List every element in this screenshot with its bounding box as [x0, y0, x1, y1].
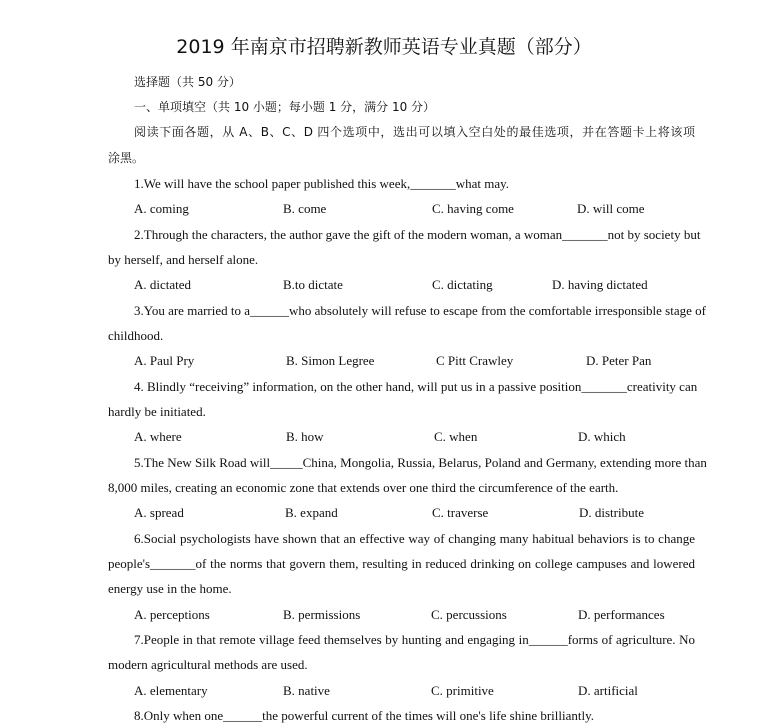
- question-7-option-a: A. elementary: [134, 683, 208, 698]
- question-7-option-d: D. artificial: [578, 683, 638, 698]
- question-7-line-1: 7.People in that remote village feed themselves by hunting and engaging in______forms of agriculture. No: [134, 632, 695, 647]
- question-4-option-c: C. when: [434, 429, 478, 444]
- question-2-option-b: B.to dictate: [283, 277, 343, 292]
- question-2-option-d: D. having dictated: [552, 277, 648, 292]
- question-7-option-b: B. native: [283, 683, 330, 698]
- question-2-option-c: C. dictating: [432, 277, 493, 292]
- question-6-line-1: 6.Social psychologists have shown that an effective way of changing many habitual behaviors is to change: [134, 531, 695, 546]
- question-3-option-a: A. Paul Pry: [134, 353, 195, 368]
- question-1-option-a: A. coming: [134, 201, 189, 216]
- question-3-option-b: B. Simon Legree: [286, 353, 375, 368]
- part-heading: 一、单项填空（共 10 小题；每小题 1 分，满分 10 分）: [134, 100, 436, 114]
- question-6-option-b: B. permissions: [283, 607, 361, 622]
- question-6-line-3: energy use in the home.: [108, 581, 232, 596]
- question-6-option-d: D. performances: [578, 607, 665, 622]
- question-5-option-b: B. expand: [285, 505, 338, 520]
- question-5-line-2: 8,000 miles, creating an economic zone that extends over one third the circumference of the earth.: [108, 480, 619, 495]
- page-title: 2019 年南京市招聘新教师英语专业真题（部分）: [176, 36, 592, 58]
- question-6-option-c: C. percussions: [431, 607, 507, 622]
- instructions-line-1: 阅读下面各题，从 A、B、C、D 四个选项中，选出可以填入空白处的最佳选项，并在答题卡上将该项: [134, 125, 695, 139]
- question-7-option-c: C. primitive: [431, 683, 494, 698]
- question-4-option-a: A. where: [134, 429, 182, 444]
- question-4-line-1: 4. Blindly “receiving” information, on the other hand, will put us in a passive position_______creativity can: [134, 379, 698, 394]
- question-1-option-b: B. come: [283, 201, 327, 216]
- question-6-option-a: A. perceptions: [134, 607, 210, 622]
- question-1-line-1: 1.We will have the school paper published this week,_______what may.: [134, 176, 510, 191]
- question-4-line-2: hardly be initiated.: [108, 404, 206, 419]
- question-2-line-1: 2.Through the characters, the author gave the gift of the modern woman, a woman_______not by society but: [134, 227, 701, 242]
- question-2-option-a: A. dictated: [134, 277, 192, 292]
- question-5-option-a: A. spread: [134, 505, 184, 520]
- question-5-option-c: C. traverse: [432, 505, 489, 520]
- question-3-option-c: C Pitt Crawley: [436, 353, 514, 368]
- question-3-option-d: D. Peter Pan: [586, 353, 652, 368]
- question-4-option-d: D. which: [578, 429, 626, 444]
- instructions-line-2: 涂黑。: [108, 151, 145, 165]
- question-7-line-2: modern agricultural methods are used.: [108, 657, 308, 672]
- question-1-option-d: D. will come: [577, 201, 645, 216]
- question-3-line-2: childhood.: [108, 328, 164, 343]
- section-heading: 选择题（共 50 分）: [134, 75, 241, 89]
- question-3-line-1: 3.You are married to a______who absolutely will refuse to escape from the comfortable irresponsible stage of: [134, 303, 706, 318]
- question-5-line-1: 5.The New Silk Road will_____China, Mongolia, Russia, Belarus, Poland and Germany, extending more than: [134, 455, 707, 470]
- question-4-option-b: B. how: [286, 429, 324, 444]
- question-8-line-1: 8.Only when one______the powerful current of the times will one's life shine brilliantly.: [134, 708, 595, 723]
- question-6-line-2: people's_______of the norms that govern them, resulting in reduced drinking on college campuses and lowered: [108, 556, 695, 571]
- question-1-option-c: C. having come: [432, 201, 514, 216]
- question-2-line-2: by herself, and herself alone.: [108, 252, 259, 267]
- question-5-option-d: D. distribute: [579, 505, 644, 520]
